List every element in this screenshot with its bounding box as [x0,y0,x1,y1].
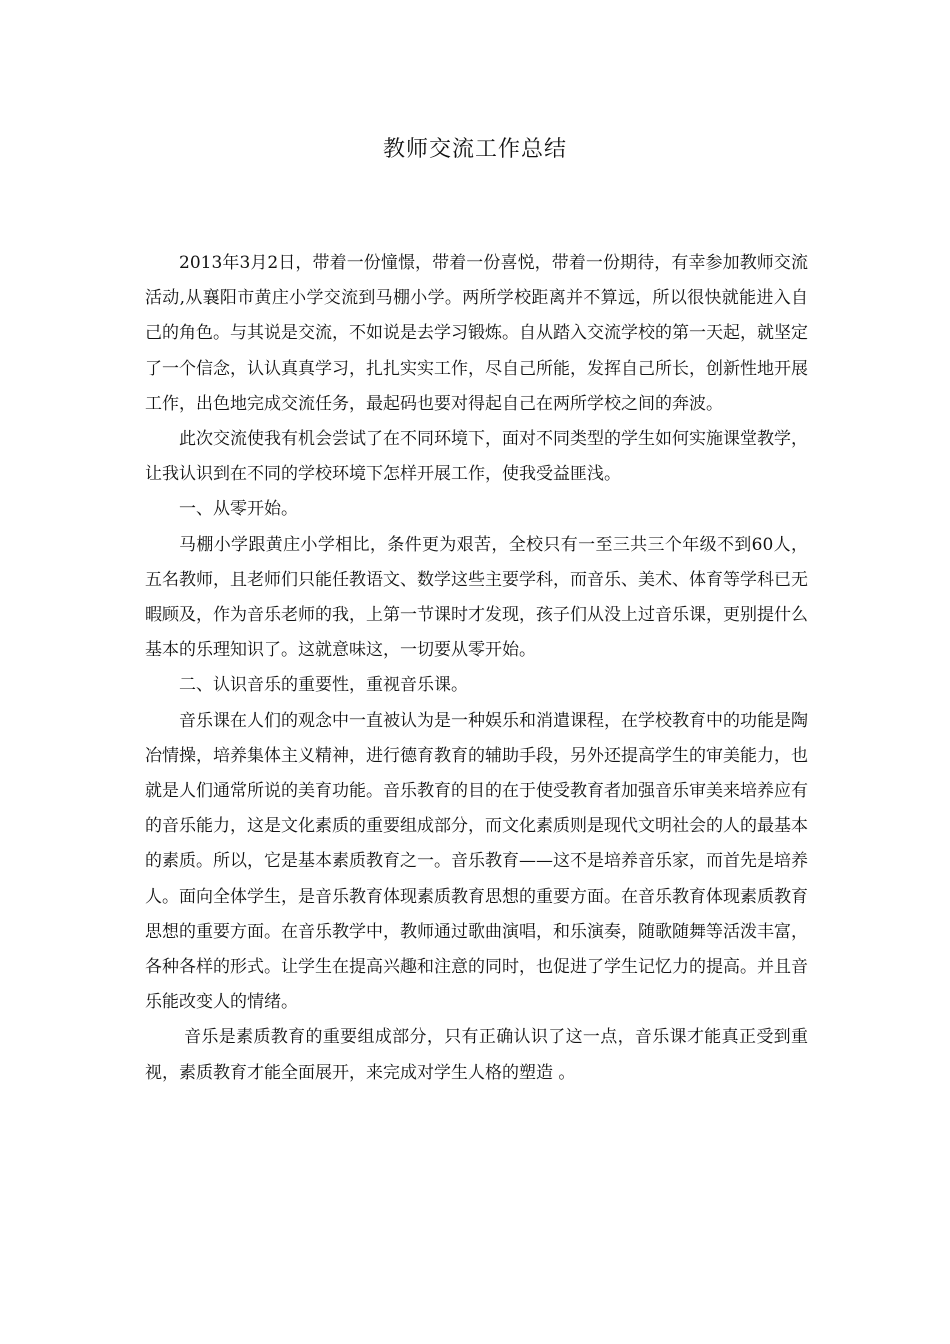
document-body [145,246,808,1091]
document-title: 教师交流工作总结 [382,137,567,162]
paragraph-start-from-zero: 马棚小学跟黄庄小学相比，条件更为艰苦，全校只有一至三共三个年级不到60人，五名教师，且老师们只能任教语文、数学这些主要学科，而音乐、美术、体育等学科已无暇顾及，作为音乐老师的我，上第一节课时才发现，孩子们从没上过音乐课，更别提什么基本的乐理知识了。这就意味这，一切要从零开始。 [145,534,808,661]
section-heading-1: 一、从零开始。 [179,499,298,520]
paragraph-music-importance: 音乐课在人们的观念中一直被认为是一种娱乐和消遣课程，在学校教育中的功能是陶冶情操，培养集体主义精神，进行德育教育的辅助手段，另外还提高学生的审美能力，也就是人们通常所说的美育功能。音乐教育的目的在于使受教育者加强音乐审美来培养应有的音乐能力，这是文化素质的重要组成部分，而文化素质则是现代文明社会的人的最基本的素质。所以，它是基本素质教育之一。音乐教育——这不是培养音乐家，而首先是培养人。面向全体学生，是音乐教育体现素质教育思想的重要方面。在音乐教育体现素质教育思想的重要方面。在音乐教学中，教师通过歌曲演唱，和乐演奏，随歌随舞等活泼丰富，各种各样的形式。让学生在提高兴趣和注意的同时，也促进了学生记忆力的提高。并且音乐能改变人的情绪。 [145,710,808,1013]
paragraph-intro: 2013年3月2日，带着一份憧憬，带着一份喜悦，带着一份期待，有幸参加教师交流活动,从襄阳市黄庄小学交流到马棚小学。两所学校距离并不算远，所以很快就能进入自己的角色。与其说是交流，不如说是去学习锻炼。自从踏入交流学校的第一天起，就坚定了一个信念，认认真真学习，扎扎实实工作，尽自己所能，发挥自己所长，创新性地开展工作，出色地完成交流任务，最起码也要对得起自己在两所学校之间的奔波。 [145,253,808,414]
section-heading-2: 二、认识音乐的重要性，重视音乐课。 [179,675,468,696]
paragraph-conclusion: 音乐是素质教育的重要组成部分，只有正确认识了这一点，音乐课才能真正受到重视，素质教育才能全面展开，来完成对学生人格的塑造 。 [145,1027,808,1083]
paragraph-exchange: 此次交流使我有机会尝试了在不同环境下，面对不同类型的学生如何实施课堂教学，让我认识到在不同的学校环境下怎样开展工作，使我受益匪浅。 [145,429,808,485]
